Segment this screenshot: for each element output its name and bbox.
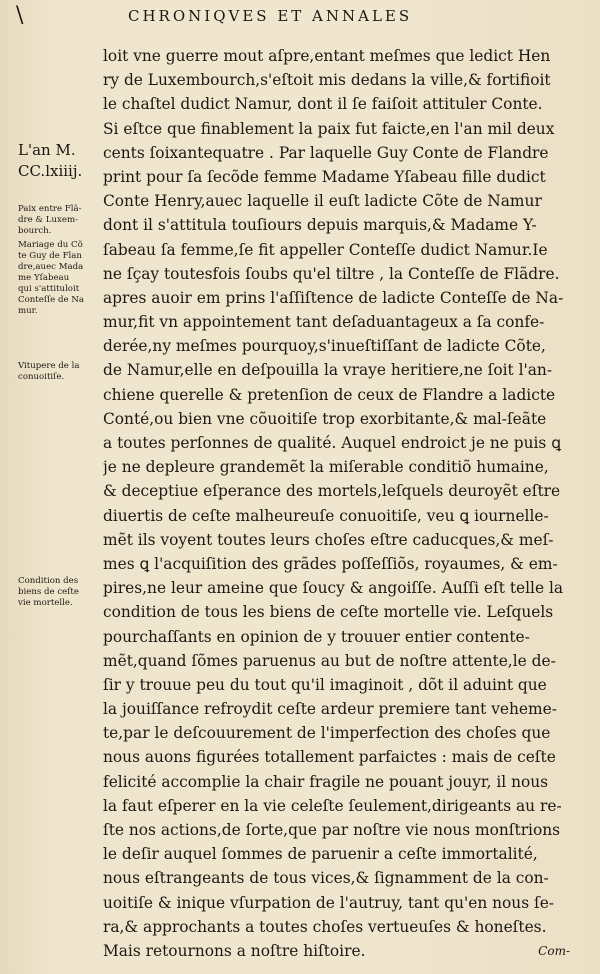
body-line: mur,fit vn appointement tant deſaduantageux a ſa confe-	[103, 313, 545, 332]
body-line: nous auons figurées totallement parfaictes : mais de ceſte	[103, 748, 556, 767]
margin-note-line: bourch.	[18, 226, 52, 236]
body-line: ry de Luxembourch,s'eſtoit mis dedans la ville,& fortifioit	[103, 71, 551, 90]
body-line: apres auoir em prins l'aſſiſtence de ladicte Conteſſe de Na-	[103, 288, 564, 307]
margin-note-line: Conteſſe de Na	[18, 295, 84, 305]
body-line: chiene querelle & pretenſion de ceux de Flandre a ladicte	[103, 385, 556, 404]
running-head: CHRONIQVES ET ANNALES	[128, 7, 413, 25]
body-line: pourchaſſants en opinion de y trouuer entier contente-	[103, 627, 530, 646]
body-line: ſabeau ſa femme,ſe fit appeller Conteſſe dudict Namur.Ie	[103, 240, 548, 259]
margin-note-line: dre,auec Mada	[18, 262, 84, 272]
margin-note-line: me Yſabeau	[18, 273, 70, 283]
body-line: loit vne guerre mout aſpre,entant meſmes que ledict Hen	[103, 47, 551, 65]
body-line: mẽt ils voyent toutes leurs choſes eſtre caducques,& meſ-	[103, 530, 554, 549]
body-line: condition de tous les biens de ceſte mortelle vie. Leſquels	[103, 603, 554, 622]
margin-note-year	[18, 140, 102, 182]
body-line: & deceptiue eſperance des mortels,leſquels deuroyẽt eſtre	[103, 482, 561, 501]
margin-note-line: conuoitiſe.	[18, 372, 65, 382]
body-line: mes ꝗ l'acquiſition des grãdes poſſeſſiõs, royaumes, & em-	[103, 554, 558, 573]
margin-note-condition	[18, 576, 102, 609]
body-line: derée,ny meſmes pourquoy,s'inueſtiſſant de ladicte Cõte,	[103, 337, 546, 356]
body-line: diuertis de ceſte malheureuſe conuoitiſe, veu ꝗ iournelle-	[103, 506, 549, 525]
margin-note-peace	[18, 204, 102, 237]
body-line: a toutes perſonnes de qualité. Auquel endroict je ne puis ꝗ	[103, 434, 561, 452]
body-line: uoitiſe & inique vſurpation de l'autruy, tant qu'en nous ſe-	[103, 893, 555, 912]
margin-note-line: L'an M.	[18, 141, 76, 159]
margin-note-line: biens de ceſte	[18, 587, 79, 597]
margin-note-line: vie mortelle.	[18, 598, 73, 608]
body-line: Mais retournons a noſtre hiſtoire.	[103, 941, 366, 960]
margin-note-covetousness	[18, 361, 102, 383]
body-line: le deſir auquel ſommes de paruenir a ceſte immortalité,	[103, 845, 538, 864]
body-line: cents ſoixantequatre . Par laquelle Guy Conte de Flandre	[103, 143, 549, 162]
body-line: ſir y trouue peu du tout qu'il imaginoit , dõt il aduint que	[103, 675, 547, 694]
body-line: te,par le deſcouurement de l'imperfection des choſes que	[103, 724, 551, 743]
body-line: ra,& approchants a toutes choſes vertueuſes & honeſtes.	[103, 917, 547, 936]
body-line: ne ſçay toutesfois ſoubs qu'el tiltre , la Conteſſe de Flãdre.	[103, 264, 560, 283]
body-line: Si eſtce que finablement la paix fut faicte,en l'an mil deux	[103, 119, 555, 138]
body-line: felicité accomplie la chair fragile ne pouant jouyr, il nous	[103, 772, 549, 791]
page-folio-mark: \	[16, 3, 24, 28]
margin-note-line: Mariage du Cõ	[18, 240, 83, 250]
body-line: dont il s'attitula touſiours depuis marquis,& Madame Y-	[103, 216, 537, 235]
margin-note-line: dre & Luxem-	[18, 215, 79, 225]
catchword: Com-	[538, 944, 570, 958]
body-line: le chaſtel dudict Namur, dont il ſe faiſoit attituler Conte.	[103, 95, 543, 114]
body-line: mẽt,quand ſõmes paruenus au but de noſtre attente,le de-	[103, 651, 556, 670]
body-line: print pour ſa ſecõde femme Madame Yſabeau fille dudict	[103, 167, 546, 186]
margin-note-line: Vitupere de la	[18, 361, 80, 371]
body-text	[103, 44, 573, 963]
body-line: pires,ne leur ameine que ſoucy & angoiſſe. Auſſi eſt telle la	[103, 579, 564, 598]
body-line: de Namur,elle en deſpouilla la vraye heritiere,ne ſoit l'an-	[103, 361, 553, 380]
margin-note-marriage	[18, 240, 102, 317]
body-line: Conté,ou bien vne cõuoitiſe trop exorbitante,& mal-ſeãte	[103, 409, 547, 428]
body-line: nous eſtrangeants de tous vices,& ſignamment de la con-	[103, 869, 549, 888]
body-line: la faut eſperer en la vie celeſte ſeulement,dirigeants au re-	[103, 796, 562, 815]
body-line: ſte nos actions,de ſorte,que par noſtre vie nous monſtrions	[103, 821, 561, 839]
margin-note-line: Condition des	[18, 576, 79, 586]
margin-note-line: mur.	[18, 306, 38, 316]
body-line: Conte Henry,auec laquelle il euſt ladicte Cõte de Namur	[103, 192, 542, 211]
margin-note-line: CC.lxiiij.	[18, 162, 83, 180]
body-line: je ne depleure grandemẽt la miſerable conditiõ humaine,	[103, 458, 549, 477]
body-line: la jouiſſance refroydit ceſte ardeur premiere tant veheme-	[103, 700, 557, 719]
margin-note-line: qui s'attituloit	[18, 284, 80, 294]
margin-note-line: te Guy de Flan	[18, 251, 82, 261]
margin-note-line: Paix entre Flã-	[18, 204, 82, 214]
